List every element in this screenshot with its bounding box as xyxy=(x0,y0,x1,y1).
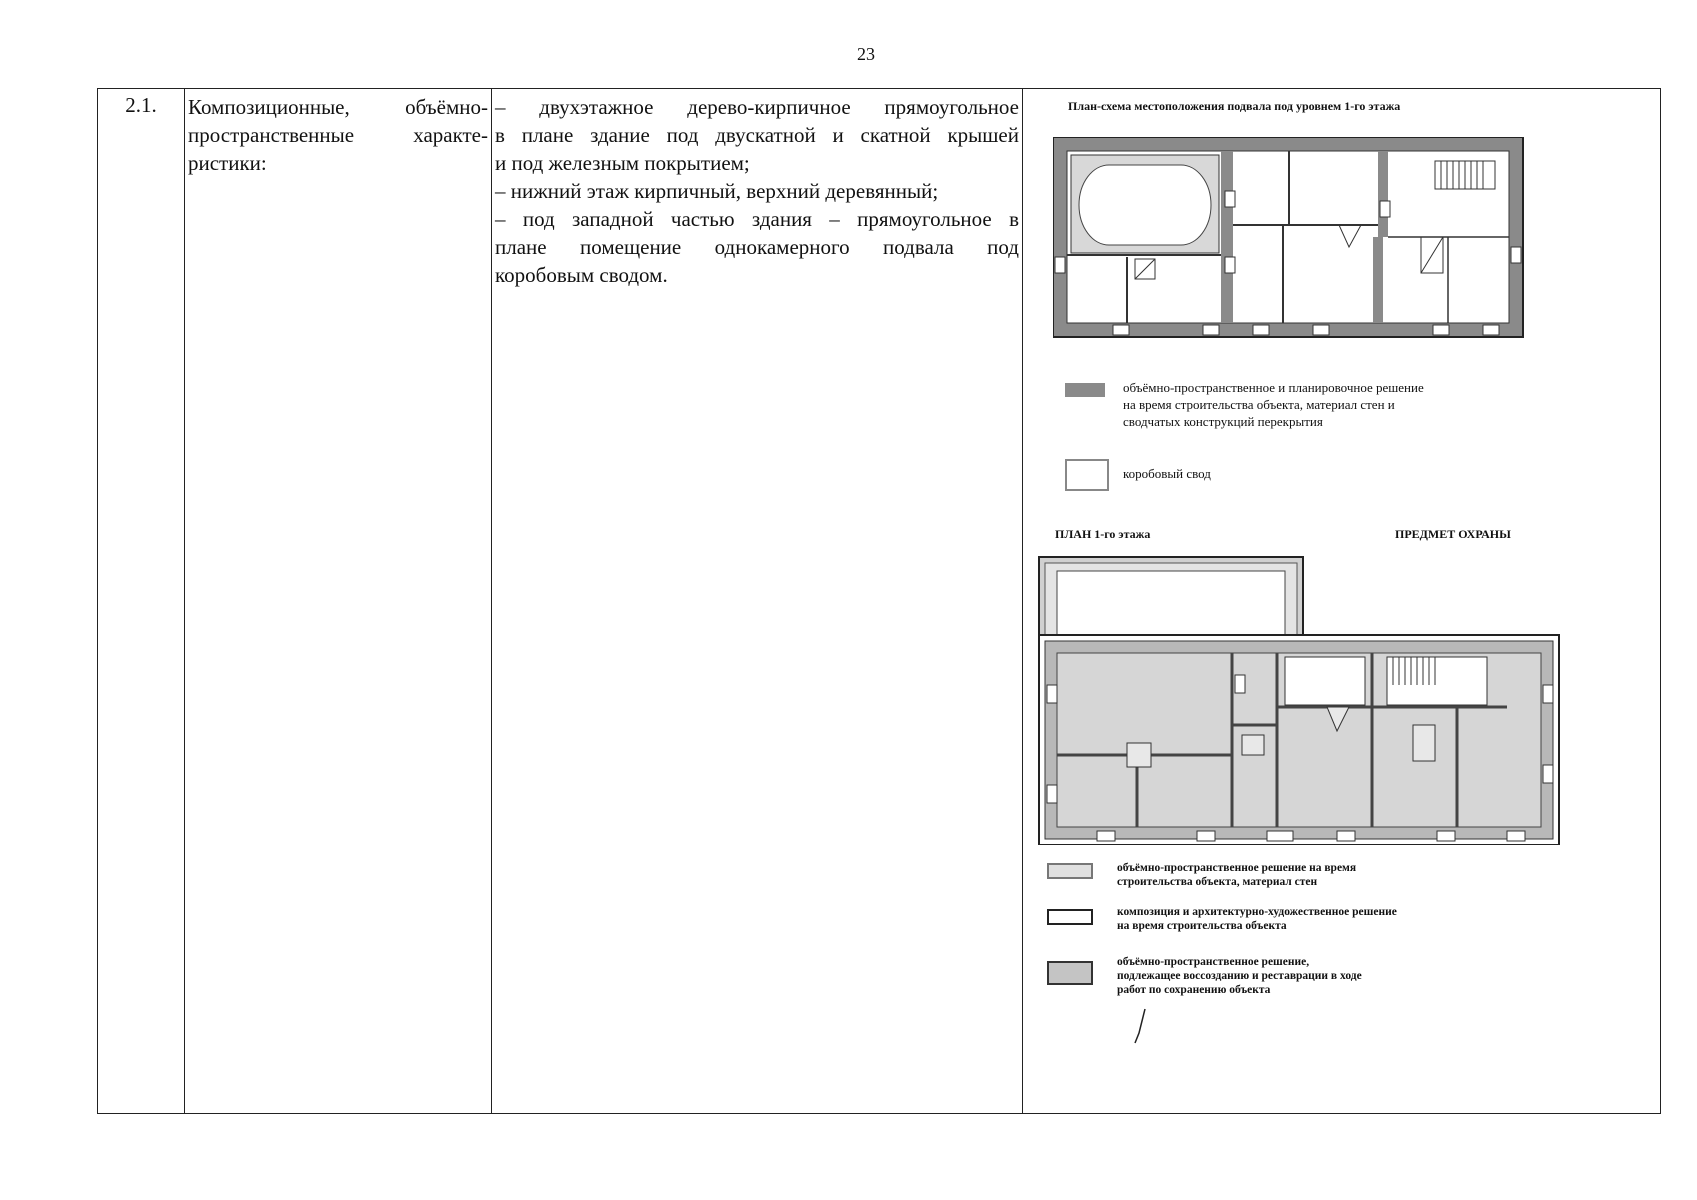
basement-legend-item2: коробовый свод xyxy=(1123,466,1211,481)
characteristics-table xyxy=(97,88,1661,1114)
legend-line: композиция и архитектурно-художественное решение xyxy=(1117,906,1397,918)
description-line: – двухэтажное дерево-кирпичное прямоугольное xyxy=(495,95,1019,119)
characteristic-cell xyxy=(185,89,492,1114)
legend-swatch-restoration xyxy=(1047,961,1093,985)
floor-legend-item1 xyxy=(1117,861,1356,889)
basement-legend-item1 xyxy=(1123,379,1424,430)
floor-legend-item2 xyxy=(1117,905,1397,933)
legend-line: на время строительства объекта xyxy=(1117,920,1287,932)
floor-legend-item3 xyxy=(1117,955,1362,997)
description-line: – нижний этаж кирпичный, верхний деревянный; xyxy=(495,179,939,203)
basement-plan-title: План-схема местоположения подвала под уровнем 1-го этажа xyxy=(1068,99,1401,113)
legend-swatch-composition xyxy=(1047,909,1093,925)
characteristic-line: Композиционные, объёмно- xyxy=(188,95,488,119)
floor-plan-title: ПЛАН 1-го этажа xyxy=(1055,527,1151,541)
description-line: в плане здание под двускатной и скатной крышей xyxy=(495,123,1019,147)
legend-line: объёмно-пространственное и планировочное решение xyxy=(1123,380,1424,395)
legend-line: подлежащее воссозданию и реставрации в ходе xyxy=(1117,970,1362,982)
page-number: 23 xyxy=(857,44,875,64)
figure-cell xyxy=(1023,89,1661,1114)
signature-mark xyxy=(1131,1007,1151,1047)
description-text xyxy=(492,89,1022,289)
legend-line: работ по сохранению объекта xyxy=(1117,984,1271,996)
legend-line: на время строительства объекта, материал стен и xyxy=(1123,397,1395,412)
description-line: – под западной частью здания – прямоугольное в xyxy=(495,207,1019,231)
legend-swatch-volume xyxy=(1047,863,1093,879)
characteristic-line: ристики: xyxy=(188,151,267,175)
row-number: 2.1. xyxy=(125,93,157,117)
legend-swatch-walls xyxy=(1065,383,1105,397)
description-line: и под железным покрытием; xyxy=(495,151,750,175)
description-cell xyxy=(492,89,1023,1114)
basement-plan-drawing xyxy=(1053,137,1533,347)
characteristic-text xyxy=(185,89,491,177)
description-line: коробовым сводом. xyxy=(495,263,668,287)
characteristic-line: пространственные характе- xyxy=(188,123,488,147)
description-line: плане помещение однокамерного подвала под xyxy=(495,235,1019,259)
legend-swatch-vault xyxy=(1065,459,1109,491)
row-number-cell xyxy=(98,89,185,1114)
floor-plan-drawing xyxy=(1037,555,1577,845)
legend-line: объёмно-пространственное решение, xyxy=(1117,956,1310,968)
legend-line: объёмно-пространственное решение на время xyxy=(1117,862,1357,874)
table-row xyxy=(98,89,1661,1114)
protection-title: ПРЕДМЕТ ОХРАНЫ xyxy=(1395,527,1511,541)
legend-line: сводчатых конструкций перекрытия xyxy=(1123,414,1323,429)
legend-line: строительства объекта, материал стен xyxy=(1117,876,1318,888)
